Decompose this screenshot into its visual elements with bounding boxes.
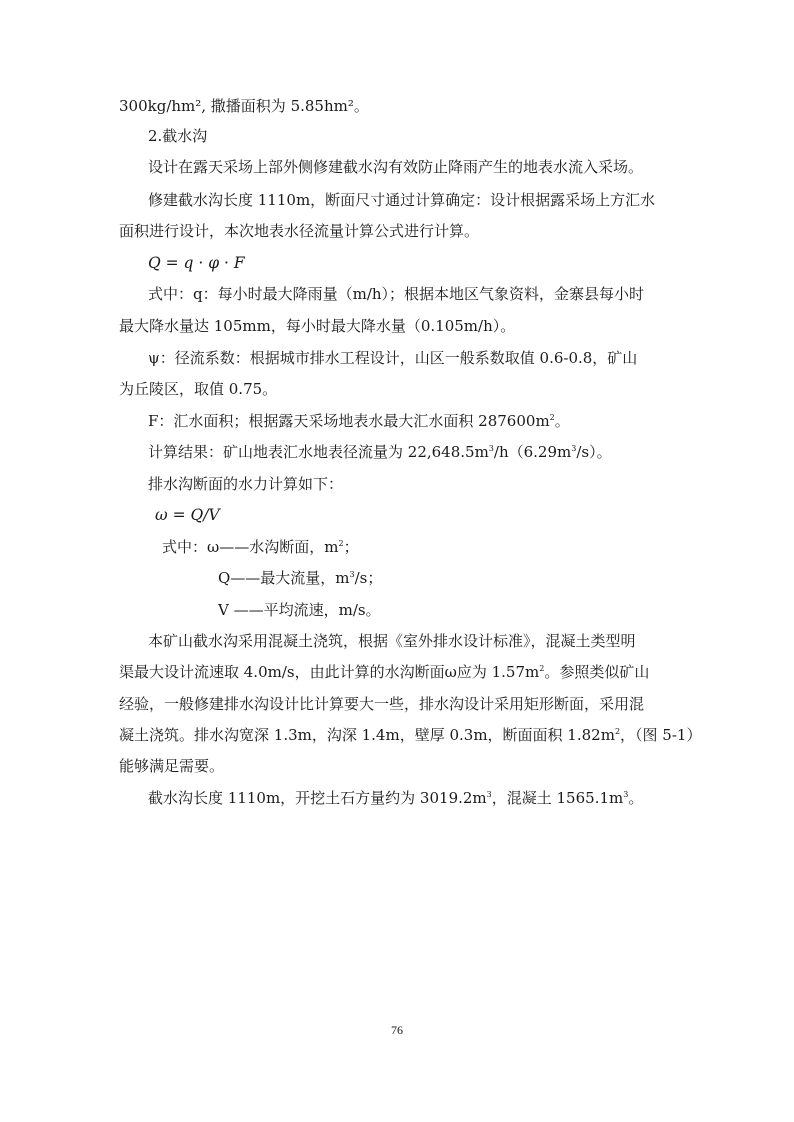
text-span: ； <box>343 538 359 556</box>
text-span: 式中：ω——水沟断面，m <box>162 538 339 556</box>
superscript: 2 <box>614 727 621 736</box>
text-span: 本矿山截水沟采用混凝土浇筑，根据《室外排水设计标准》，混凝土类型明 <box>148 632 636 650</box>
text-span: 。 <box>554 412 570 430</box>
text-span: 。参照类似矿山 <box>544 663 650 681</box>
text-span: ψ：径流系数：根据城市排水工程设计，山区一般系数取值 0.6-0.8，矿山 <box>148 349 638 367</box>
text-span: 式中：q：每小时最大降雨量（m/h）；根据本地区气象资料，金寨县每小时 <box>148 285 645 303</box>
text-span: 设计在露天采场上部外侧修建截水沟有效防止降雨产生的地表水流入采场。 <box>148 158 644 176</box>
paragraph-line <box>148 157 643 177</box>
text-span: ，混凝土 1565.1m <box>491 789 624 807</box>
paragraph-line <box>148 284 644 304</box>
paragraph-line <box>119 694 644 714</box>
superscript: 3 <box>488 444 494 453</box>
superscript: 3 <box>349 570 355 579</box>
paragraph-line <box>119 379 277 399</box>
text-span: 凝土浇筑。排水沟宽深 1.3m，沟深 1.4m，壁厚 0.3m，断面面积 1.82m <box>119 726 615 744</box>
text-span: /h（6.29m <box>493 443 572 461</box>
text-span: 计算结果：矿山地表汇水地表径流量为 22,648.5m <box>148 443 489 461</box>
text-span: 最大降水量达 105mm，每小时最大降水量（0.105m/h）。 <box>119 317 516 335</box>
text-span: 排水沟断面的水力计算如下： <box>148 475 344 493</box>
superscript: 3 <box>571 444 577 453</box>
text-span: 渠最大设计流速取 4.0m/s，由此计算的水沟断面ω应为 1.57m <box>119 663 540 681</box>
text-span: 截水沟长度 1110m，开挖土石方量约为 3019.2m <box>148 789 487 807</box>
superscript: 2 <box>539 664 545 673</box>
formula-text: Q = q · φ · F <box>148 254 245 272</box>
superscript: 2 <box>338 539 344 548</box>
superscript: 3 <box>623 790 629 799</box>
paragraph-line <box>218 568 382 588</box>
text-span: 经验，一般修建排水沟设计比计算要大一些，排水沟设计采用矩形断面，采用混 <box>119 695 645 713</box>
text-span: /s）。 <box>576 443 612 461</box>
paragraph-line <box>148 348 637 368</box>
section-heading <box>148 126 207 146</box>
paragraph-line <box>162 537 359 557</box>
formula-text: ω = Q/V <box>155 506 220 524</box>
paragraph-line <box>148 631 636 651</box>
text-span: Q——最大流量，m <box>218 569 350 587</box>
text-span: /s； <box>354 569 383 587</box>
paragraph-line <box>218 600 381 620</box>
text-line-1 <box>119 96 369 116</box>
text-span: 能够满足需要。 <box>119 757 225 775</box>
paragraph-line <box>148 788 643 808</box>
text-span: ，（图 5-1） <box>620 726 702 744</box>
paragraph-line <box>119 662 649 682</box>
paragraph-line <box>148 411 570 431</box>
paragraph-line <box>119 756 224 776</box>
paragraph-line <box>148 190 655 210</box>
text-span: 。 <box>628 789 644 807</box>
page-number: 76 <box>391 1023 403 1037</box>
superscript: 2 <box>549 413 555 422</box>
superscript: 3 <box>486 790 492 799</box>
paragraph-line <box>119 221 479 241</box>
text-span: F：汇水面积；根据露天采场地表水最大汇水面积 287600m <box>148 412 550 430</box>
text-span: 300kg/hm², 撒播面积为 5.85hm²。 <box>119 97 369 115</box>
paragraph-line <box>148 442 612 462</box>
runoff-formula <box>148 253 245 273</box>
section-formula <box>155 505 220 525</box>
text-span: 修建截水沟长度 1110m，断面尺寸通过计算确定：设计根据露采场上方汇水 <box>148 191 656 209</box>
heading-text: 2.截水沟 <box>148 127 208 145</box>
text-span: 面积进行设计，本次地表水径流量计算公式进行计算。 <box>119 222 480 240</box>
paragraph-line <box>148 474 343 494</box>
paragraph-line <box>119 725 701 745</box>
text-span: V ——平均流速，m/s。 <box>218 601 381 619</box>
text-span: 为丘陵区，取值 0.75。 <box>119 380 278 398</box>
paragraph-line <box>119 316 515 336</box>
